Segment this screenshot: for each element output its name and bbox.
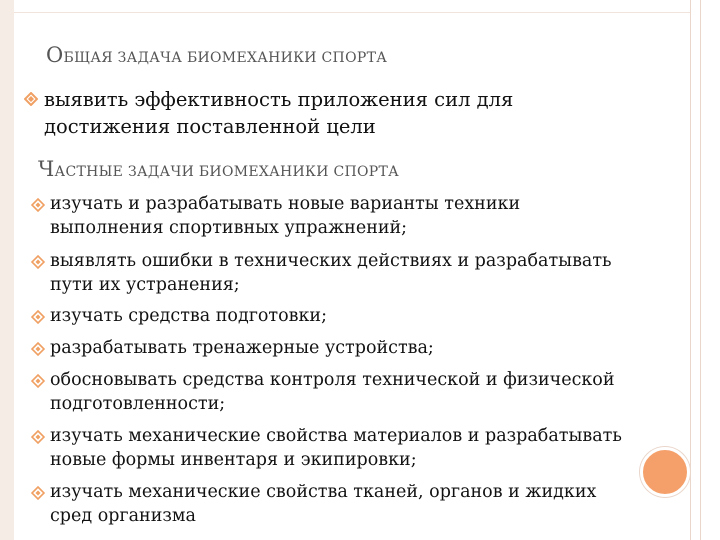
task-6-line-1: изучать механические свойства материалов и разрабатывать <box>50 426 622 446</box>
slide-frame-right-rule-2 <box>700 0 701 540</box>
slide-frame-left <box>0 0 14 540</box>
task-7-line-2: сред организма <box>50 506 196 526</box>
diamond-bullet-icon <box>31 255 45 269</box>
heading-general-task-initial: О <box>46 43 64 67</box>
task-7-line-1: изучать механические свойства тканей, органов и жидких <box>50 482 597 502</box>
diamond-bullet-icon <box>31 342 45 356</box>
task-5-line-1: обосновывать средства контроля технической и физической <box>50 370 615 390</box>
task-3-line-1: изучать средства подготовки; <box>50 306 327 326</box>
diamond-bullet-icon <box>31 486 45 500</box>
task-6-line-2: новые формы инвентаря и экипировки; <box>50 450 417 470</box>
heading-particular-tasks-rest: АСТНЫЕ ЗАДАЧИ БИОМЕХАНИКИ СПОРТА <box>54 164 400 180</box>
heading-general-task-rest: БЩАЯ ЗАДАЧА БИОМЕХАНИКИ СПОРТА <box>63 50 388 66</box>
diamond-bullet-icon <box>31 198 45 212</box>
heading-particular-tasks-initial: Ч <box>38 157 55 181</box>
main-task-line-1: выявить эффективность приложения сил для <box>44 88 514 111</box>
main-task-line-2: достижения поставленной цели <box>44 115 376 138</box>
task-1-line-1: изучать и разрабатывать новые варианты техники <box>50 194 521 214</box>
decorative-orange-circle <box>640 447 690 497</box>
task-4-line-1: разрабатывать тренажерные устройства; <box>50 338 434 358</box>
heading-general-task <box>46 40 387 68</box>
heading-particular-tasks <box>38 154 399 182</box>
slide-frame-right-rule <box>690 0 691 540</box>
task-1-line-2: выполнения спортивных упражнений; <box>50 218 408 238</box>
diamond-bullet-icon <box>24 92 38 106</box>
slide-frame-top-rule <box>14 12 690 13</box>
diamond-bullet-icon <box>31 430 45 444</box>
task-5-line-2: подготовленности; <box>50 394 226 414</box>
task-2-line-2: пути их устранения; <box>50 275 240 295</box>
diamond-bullet-icon <box>31 374 45 388</box>
task-2-line-1: выявлять ошибки в технических действиях и разрабатывать <box>50 251 612 271</box>
diamond-bullet-icon <box>31 310 45 324</box>
